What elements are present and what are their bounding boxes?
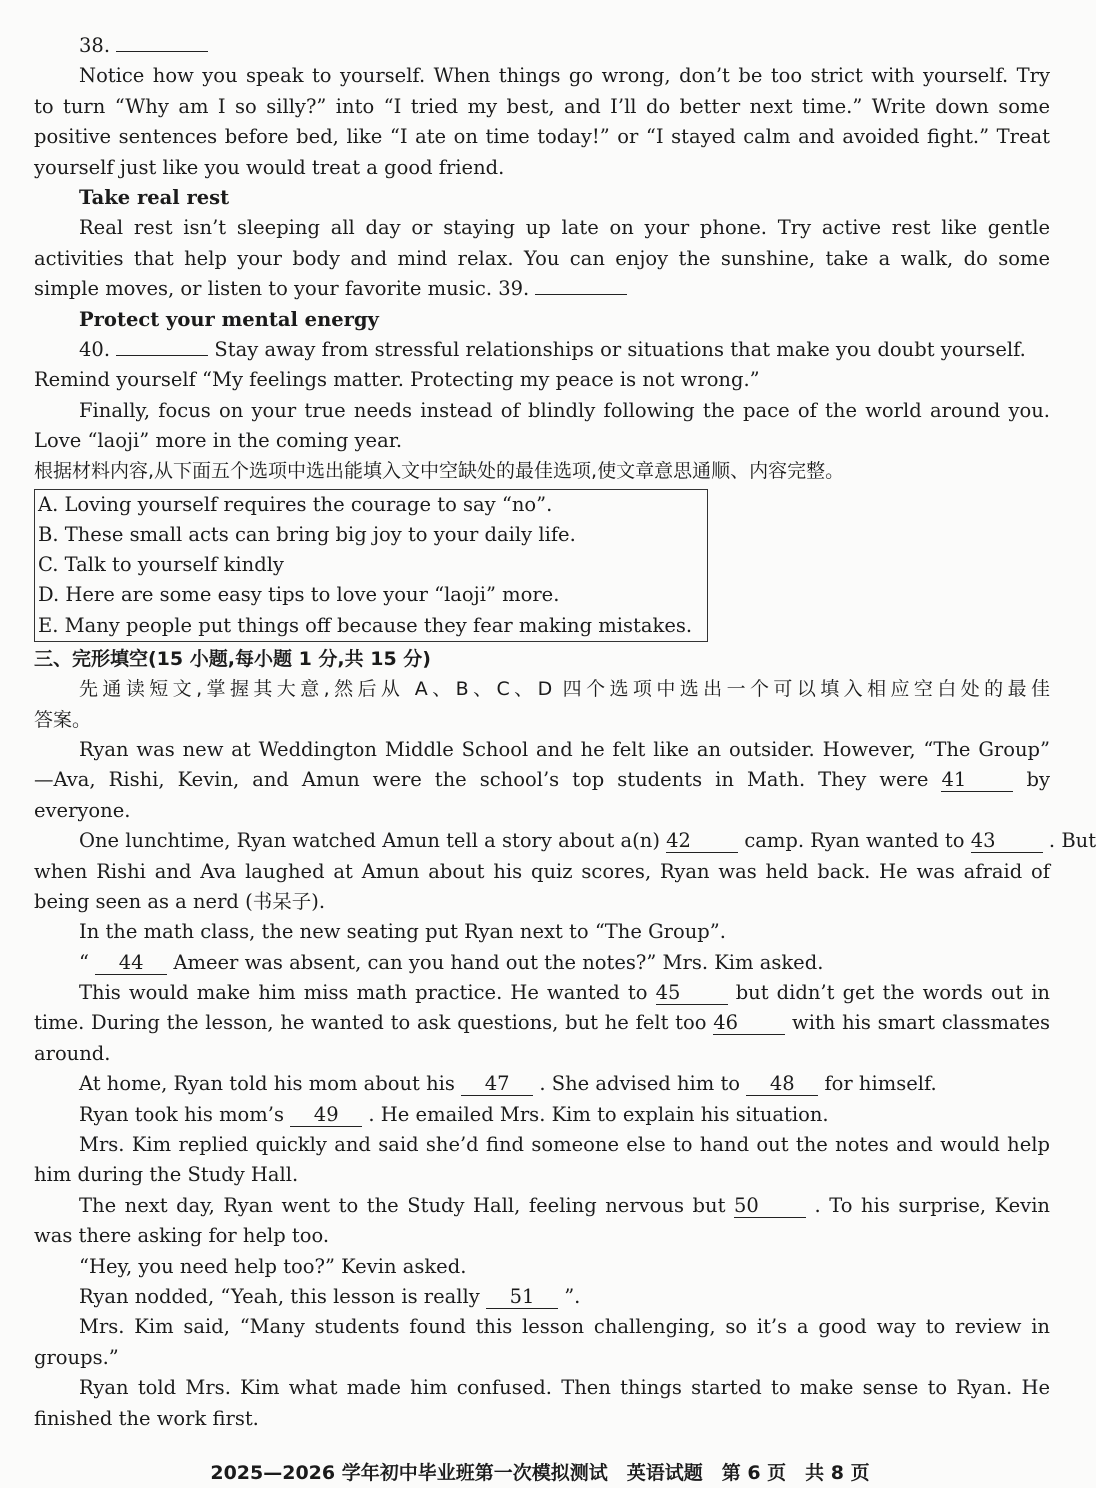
answer-blank-51[interactable]: 51 <box>486 1286 558 1309</box>
text-segment: . To his surprise, Kevin <box>814 1193 1050 1217</box>
story-line: was there asking for help too. <box>34 1224 330 1248</box>
text-segment: The next day, Ryan went to the Study Hall, feeling nervous but <box>79 1193 726 1217</box>
text-line: to turn “Why am I so silly?” into “I tried my best, and I’ll do better next time.” Write down some <box>34 94 1050 118</box>
text-segment: by <box>1026 768 1050 792</box>
section-heading: Take real rest <box>79 185 230 209</box>
story-line: around. <box>34 1041 111 1065</box>
text-segment: Ryan nodded, “Yeah, this lesson is really <box>79 1285 480 1308</box>
answer-blank-45[interactable]: 45 <box>656 982 728 1005</box>
text-segment: “ <box>79 950 89 974</box>
story-line: him during the Study Hall. <box>34 1163 299 1187</box>
text-segment: One lunchtime, Ryan watched Amun tell a story about a(n) <box>79 829 660 853</box>
story-line: Mrs. Kim replied quickly and said she’d find someone else to hand out the notes and would help <box>79 1133 1050 1157</box>
story-line: finished the work first. <box>34 1406 259 1430</box>
answer-blank-43[interactable]: 43 <box>971 830 1043 853</box>
text-segment: At home, Ryan told his mom about his <box>79 1072 455 1096</box>
story-line <box>34 826 1096 856</box>
text-segment: for himself. <box>824 1072 937 1096</box>
section-heading: Protect your mental energy <box>79 307 379 331</box>
story-line: In the math class, the new seating put Ryan next to “The Group”. <box>79 920 726 944</box>
option-a: A. Loving yourself requires the courage to say “no”. <box>38 492 553 516</box>
story-line <box>34 1191 1050 1221</box>
answer-blank-38[interactable] <box>116 51 208 52</box>
story-line <box>34 1282 1050 1312</box>
text-line: Remind yourself “My feelings matter. Protecting my peace is not wrong.” <box>34 368 760 392</box>
story-line: when Rishi and Ava laughed at Amun about his quiz scores, Ryan was held back. He was afraid of <box>34 859 1050 883</box>
option-e: E. Many people put things off because they fear making mistakes. <box>38 613 693 637</box>
section-instruction: 先通读短文,掌握其大意,然后从 A、B、C、D 四个选项中选出一个可以填入相应空白处的最佳 <box>79 678 1050 701</box>
text-segment: —Ava, Rishi, Kevin, and Amun were the school’s top students in Math. They were <box>34 768 929 792</box>
text-segment: simple moves, or listen to your favorite music. 39. <box>34 277 530 301</box>
answer-blank-40[interactable] <box>116 355 208 356</box>
text-line: positive sentences before bed, like “I ate on time today!” or “I stayed calm and avoided fight.” Treat <box>34 125 1050 149</box>
text-segment: Ryan took his mom’s <box>79 1102 284 1126</box>
text-segment: with his smart classmates <box>792 1011 1050 1035</box>
story-line: Mrs. Kim said, “Many students found this lesson challenging, so it’s a good way to review in <box>79 1315 1050 1339</box>
option-c: C. Talk to yourself kindly <box>38 553 284 577</box>
section-instruction: 答案。 <box>34 708 92 731</box>
text-segment: Stay away from stressful relationships or situations that make you doubt yourself. <box>214 337 1026 361</box>
story-line <box>34 1069 1050 1099</box>
story-line: everyone. <box>34 798 131 822</box>
option-b: B. These small acts can bring big joy to your daily life. <box>38 523 576 547</box>
answer-blank-47[interactable]: 47 <box>461 1073 533 1096</box>
text-line: Notice how you speak to yourself. When things go wrong, don’t be too strict with yourself. Try <box>79 64 1050 88</box>
answer-blank-41[interactable]: 41 <box>941 769 1013 792</box>
story-line <box>34 1008 1050 1038</box>
text-line: Finally, focus on your true needs instead of blindly following the pace of the world around you. <box>79 398 1050 422</box>
story-line: groups.” <box>34 1345 119 1369</box>
text-line-with-blank <box>34 335 1050 365</box>
text-segment: ”. <box>564 1285 581 1308</box>
text-segment: time. During the lesson, he wanted to ask questions, but he felt too <box>34 1011 707 1035</box>
text-segment: . But <box>1048 829 1096 853</box>
answer-blank-46[interactable]: 46 <box>713 1012 785 1035</box>
answer-blank-39[interactable] <box>535 294 627 295</box>
story-line <box>34 978 1050 1008</box>
answer-blank-42[interactable]: 42 <box>666 830 738 853</box>
answer-blank-44[interactable]: 44 <box>95 952 167 975</box>
text-segment: . She advised him to <box>539 1072 741 1096</box>
question-number: 38. <box>79 34 111 57</box>
story-line: Ryan was new at Weddington Middle School and he felt like an outsider. However, “The Group” <box>79 737 1050 761</box>
instruction: 根据材料内容,从下面五个选项中选出能填入文中空缺处的最佳选项,使文章意思通顺、内容完整。 <box>34 460 845 483</box>
answer-blank-48[interactable]: 48 <box>746 1073 818 1096</box>
text-line: yourself just like you would treat a good friend. <box>34 155 505 179</box>
question-38-line <box>34 31 1050 61</box>
text-segment: but didn’t get the words out in <box>735 981 1050 1005</box>
text-segment: Ameer was absent, can you hand out the notes?” Mrs. Kim asked. <box>173 950 824 974</box>
exam-page <box>34 31 1096 1434</box>
answer-blank-49[interactable]: 49 <box>290 1104 362 1127</box>
story-line <box>34 765 1050 795</box>
text-line-with-blank <box>34 274 1050 304</box>
story-line: Ryan told Mrs. Kim what made him confused. Then things started to make sense to Ryan. He <box>79 1376 1050 1400</box>
text-segment: camp. Ryan wanted to <box>744 829 965 853</box>
story-line <box>34 948 1050 978</box>
section-title: 三、完形填空(15 小题,每小题 1 分,共 15 分) <box>34 647 431 670</box>
story-line: being seen as a nerd (书呆子). <box>34 889 326 913</box>
text-segment: This would make him miss math practice. He wanted to <box>79 981 648 1005</box>
options-box <box>34 489 708 642</box>
text-line: activities that help your body and mind relax. You can enjoy the sunshine, take a walk, do some <box>34 246 1050 270</box>
text-line: Real rest isn’t sleeping all day or staying up late on your phone. Try active rest like gentle <box>79 216 1050 240</box>
option-d: D. Here are some easy tips to love your “laoji” more. <box>38 583 560 607</box>
text-line: Love “laoji” more in the coming year. <box>34 429 403 453</box>
question-number: 40. <box>79 337 111 361</box>
text-segment: . He emailed Mrs. Kim to explain his situation. <box>368 1102 829 1126</box>
story-line <box>34 1100 1050 1130</box>
answer-blank-50[interactable]: 50 <box>734 1195 806 1218</box>
story-line: “Hey, you need help too?” Kevin asked. <box>79 1254 467 1278</box>
page-footer: 2025—2026 学年初中毕业班第一次模拟测试 英语试题 第 6 页 共 8 页 <box>210 1462 870 1484</box>
